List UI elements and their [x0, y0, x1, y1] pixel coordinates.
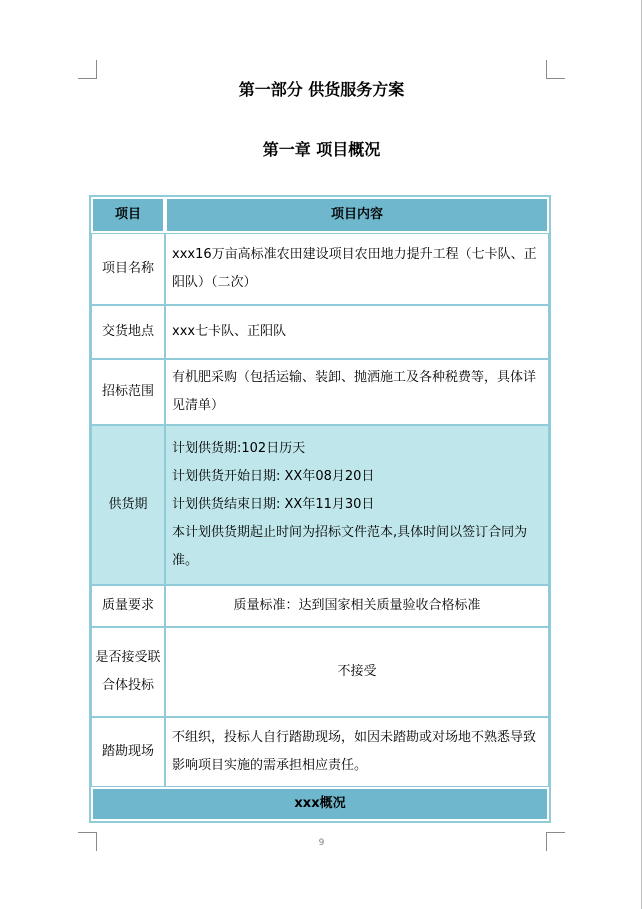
row-label: 踏勘现场: [91, 717, 165, 787]
row-content: [165, 627, 549, 717]
table-row-delivery-location: [91, 305, 549, 359]
table-footer-row: [91, 787, 549, 821]
row-content: [165, 305, 549, 359]
project-overview-table: [89, 195, 551, 823]
row-content-line: 计划供货开始日期: XX年08月20日: [172, 469, 375, 484]
row-content-line: 计划供货结束日期: XX年11月30日: [172, 497, 375, 512]
table-footer-label: xxx概况: [91, 787, 549, 821]
row-content-line: 不组织，投标人自行踏勘现场，如因未踏勘或对场地不熟悉导致影响项目实施的需承担相应责任。: [172, 730, 537, 773]
table-header-row: [91, 197, 549, 233]
row-label: 项目名称: [91, 233, 165, 305]
row-content-line: 有机肥采购（包括运输、装卸、抛洒施工及各种税费等，具体详见清单）: [172, 370, 537, 413]
row-label: 质量要求: [91, 585, 165, 627]
row-content-line: xxx七卡队、正阳队: [172, 324, 287, 339]
row-content: [165, 359, 549, 425]
row-content: [165, 717, 549, 787]
row-content-line: 质量标准：达到国家相关质量验收合格标准: [233, 598, 481, 613]
table-row-project-name: [91, 233, 549, 305]
header-col-item: 项目: [91, 197, 165, 233]
row-content: [165, 425, 549, 585]
page-number: 9: [318, 838, 325, 848]
row-label: 供货期: [91, 425, 165, 585]
row-content-line: 计划供货期:102日历天: [172, 441, 306, 456]
row-content-line: xxx16万亩高标准农田建设项目农田地力提升工程（七卡队、正阳队）（二次）: [172, 247, 537, 290]
row-content-line: 不接受: [337, 664, 377, 679]
table-row-supply-period: [91, 425, 549, 585]
table-row-site-inspection: [91, 717, 549, 787]
row-content-line: 本计划供货期起止时间为招标文件范本,具体时间以签订合同为准。: [172, 525, 528, 568]
table-row-consortium-bidding: [91, 627, 549, 717]
row-label: 是否接受联合体投标: [91, 627, 165, 717]
row-content: [165, 585, 549, 627]
table-row-quality-requirement: [91, 585, 549, 627]
row-content: [165, 233, 549, 305]
header-col-content: 项目内容: [165, 197, 549, 233]
row-label: 招标范围: [91, 359, 165, 425]
chapter-title: 第一章 项目概况: [262, 140, 381, 159]
table-row-bidding-scope: [91, 359, 549, 425]
part-title: 第一部分 供货服务方案: [238, 80, 405, 99]
row-label: 交货地点: [91, 305, 165, 359]
